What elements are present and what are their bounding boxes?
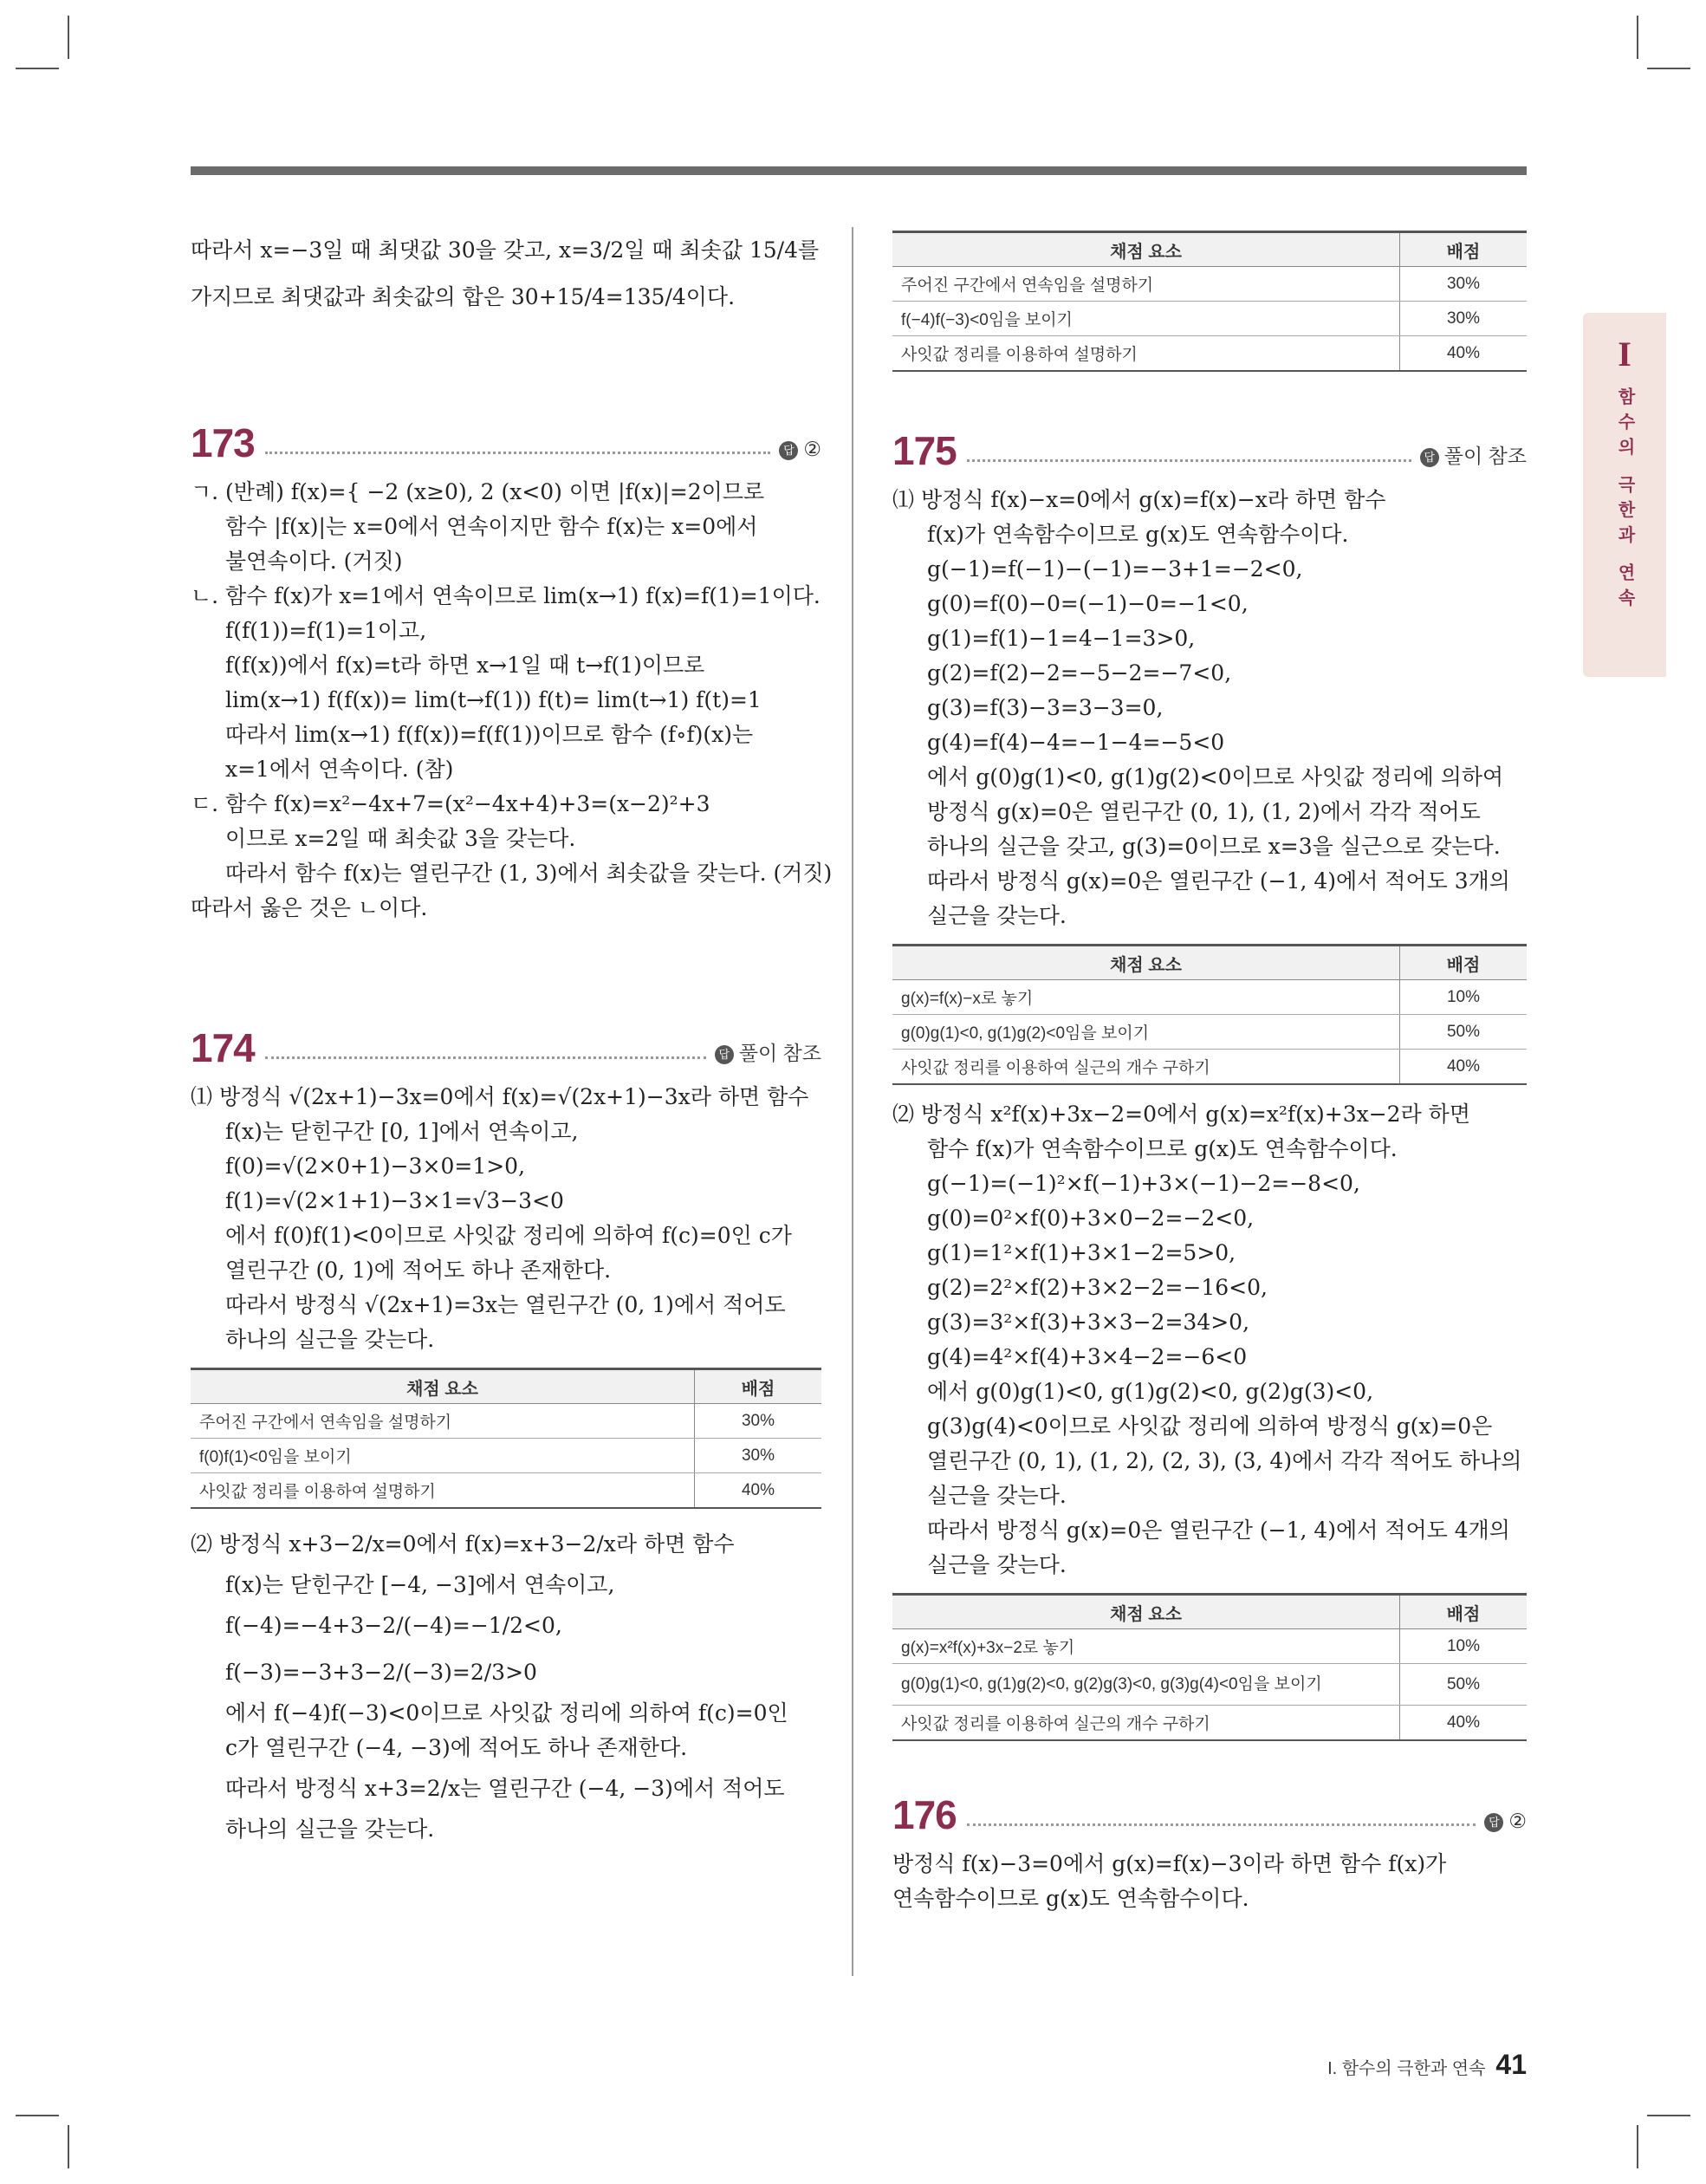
scoring-table	[892, 231, 1527, 372]
solution-line: f(x)는 닫힌구간 [0, 1]에서 연속이고,	[225, 1119, 579, 1144]
table-row	[191, 1404, 821, 1439]
solution-line: g(3)=f(3)−3=3−3=0,	[927, 695, 1164, 720]
table-header: 배점	[695, 1369, 822, 1404]
solution-line: 열린구간 (0, 1)에 적어도 하나 존재한다.	[225, 1258, 612, 1283]
table-cell: 사잇값 정리를 이용하여 실근의 개수 구하기	[892, 1050, 1400, 1085]
solution-line: x=1에서 연속이다. (참)	[225, 757, 454, 782]
table-cell: 40%	[1400, 1706, 1528, 1741]
left-column	[191, 227, 833, 1847]
answer-value: ②	[803, 438, 821, 460]
solution-line: ⑴ 방정식 √(2x+1)−3x=0에서 f(x)=√(2x+1)−3x라 하면 함수	[191, 1084, 809, 1109]
solution-line: 따라서 함수 f(x)는 열린구간 (1, 3)에서 최솟값을 갖는다. (거짓)	[225, 861, 833, 886]
leader-dots	[265, 1056, 706, 1059]
problem-number: 176	[892, 1792, 957, 1837]
chapter-title: 함수의 극한과 연속	[1615, 387, 1634, 614]
solution-line: g(3)=3²×f(3)+3×3−2=34>0,	[927, 1310, 1250, 1335]
table-cell: 10%	[1400, 980, 1528, 1015]
column-divider	[852, 227, 853, 1976]
solution-line: 불연속이다. (거짓)	[225, 549, 403, 574]
table-cell: 50%	[1400, 1015, 1528, 1050]
solution-line: f(x)가 연속함수이므로 g(x)도 연속함수이다.	[927, 522, 1349, 547]
intro-line: 가지므로 최댓값과 최솟값의 합은 30+15/4=135/4이다.	[191, 284, 736, 309]
table-header: 채점 요소	[892, 1595, 1400, 1629]
table-header: 배점	[1400, 232, 1528, 267]
table-row	[892, 1050, 1527, 1085]
solution-line: g(4)=f(4)−4=−1−4=−5<0	[927, 730, 1225, 755]
solution-line: 따라서 lim(x→1) f(f(x))=f(f(1))이므로 함수 (f∘f)(x)는	[225, 722, 754, 747]
table-row	[892, 302, 1527, 336]
solution-line: ㄱ. (반례) f(x)={ −2 (x≥0), 2 (x<0) 이면 |f(x)|=2이므로	[191, 479, 765, 504]
table-cell: f(0)f(1)<0임을 보이기	[191, 1439, 695, 1473]
solution-line: f(f(x))에서 f(x)=t라 하면 x→1일 때 t→f(1)이므로	[225, 653, 705, 678]
table-row	[191, 1439, 821, 1473]
solution-line: 따라서 방정식 x+3=2/x는 열린구간 (−4, −3)에서 적어도	[225, 1776, 785, 1801]
solution-line: f(f(1))=f(1)=1이고,	[225, 618, 427, 643]
solution-line: f(0)=√(2×0+1)−3×0=1>0,	[225, 1154, 526, 1179]
solution-line: f(x)는 닫힌구간 [−4, −3]에서 연속이고,	[225, 1572, 615, 1597]
problem-number: 173	[191, 420, 255, 465]
crop-mark	[68, 16, 69, 59]
solution-line: g(0)=0²×f(0)+3×0−2=−2<0,	[927, 1206, 1255, 1231]
intro-line: 따라서 x=−3일 때 최댓값 30을 갖고, x=3/2일 때 최솟값 15/4를	[191, 237, 820, 263]
table-cell: f(−4)f(−3)<0임을 보이기	[892, 302, 1400, 336]
problem-number: 175	[892, 428, 957, 473]
scoring-table	[892, 1593, 1527, 1741]
solution-line: ㄷ. 함수 f(x)=x²−4x+7=(x²−4x+4)+3=(x−2)²+3	[191, 791, 710, 816]
table-cell: 10%	[1400, 1629, 1528, 1664]
chapter-side-tab	[1583, 313, 1666, 677]
problem-174-header	[191, 1016, 821, 1069]
crop-mark	[1637, 16, 1638, 59]
table-row	[892, 1629, 1527, 1664]
header-rule	[191, 166, 1527, 175]
crop-mark	[1637, 2125, 1638, 2168]
crop-mark	[16, 68, 59, 69]
solution-line: c가 열린구간 (−4, −3)에 적어도 하나 존재한다.	[225, 1735, 688, 1760]
answer-label	[715, 1037, 821, 1066]
scoring-table	[191, 1368, 821, 1509]
crop-mark	[68, 2125, 69, 2168]
table-cell: 40%	[695, 1473, 822, 1509]
table-cell: 40%	[1400, 1050, 1528, 1085]
page-footer	[1327, 2049, 1527, 2081]
table-cell: g(x)=x²f(x)+3x−2로 놓기	[892, 1629, 1400, 1664]
solution-line: 에서 f(0)f(1)<0이므로 사잇값 정리에 의하여 f(c)=0인 c가	[225, 1223, 792, 1248]
solution-line: g(−1)=(−1)²×f(−1)+3×(−1)−2=−8<0,	[927, 1171, 1360, 1196]
answer-mark-icon: 답	[715, 1045, 734, 1064]
solution-line: 함수 f(x)가 연속함수이므로 g(x)도 연속함수이다.	[927, 1136, 1398, 1161]
table-cell: g(0)g(1)<0, g(1)g(2)<0임을 보이기	[892, 1015, 1400, 1050]
table-cell: 30%	[1400, 302, 1528, 336]
solution-line: 따라서 방정식 g(x)=0은 열린구간 (−1, 4)에서 적어도 4개의	[927, 1518, 1510, 1543]
solution-line: 이므로 x=2일 때 최솟값 3을 갖는다.	[225, 826, 576, 851]
solution-line: ㄴ. 함수 f(x)가 x=1에서 연속이므로 lim(x→1) f(x)=f(1)=1이다.	[191, 583, 821, 608]
table-cell: 30%	[1400, 267, 1528, 302]
table-row	[892, 336, 1527, 372]
table-row	[892, 1664, 1527, 1706]
table-cell: g(0)g(1)<0, g(1)g(2)<0, g(2)g(3)<0, g(3)g(4)<0임을 보이기	[892, 1664, 1400, 1706]
table-cell: 50%	[1400, 1664, 1528, 1706]
solution-line: 따라서 방정식 g(x)=0은 열린구간 (−1, 4)에서 적어도 3개의	[927, 868, 1510, 894]
table-row	[892, 1706, 1527, 1741]
solution-line: 에서 g(0)g(1)<0, g(1)g(2)<0이므로 사잇값 정리에 의하여	[927, 764, 1504, 790]
chapter-roman-numeral: I	[1618, 335, 1631, 374]
solution-line: 방정식 f(x)−3=0에서 g(x)=f(x)−3이라 하면 함수 f(x)가	[892, 1851, 1447, 1876]
table-header: 배점	[1400, 946, 1528, 980]
solution-line: 따라서 옳은 것은 ㄴ이다.	[191, 895, 428, 920]
solution-line: g(3)g(4)<0이므로 사잇값 정리에 의하여 방정식 g(x)=0은	[927, 1414, 1493, 1439]
table-cell: g(x)=f(x)−x로 놓기	[892, 980, 1400, 1015]
solution-line: ⑵ 방정식 x²f(x)+3x−2=0에서 g(x)=x²f(x)+3x−2라 하면	[892, 1102, 1470, 1127]
solution-line: ⑵ 방정식 x+3−2/x=0에서 f(x)=x+3−2/x라 하면 함수	[191, 1531, 735, 1557]
solution-line: g(4)=4²×f(4)+3×4−2=−6<0	[927, 1344, 1248, 1369]
answer-value: 풀이 참조	[738, 1042, 821, 1064]
answer-mark-icon: 답	[779, 441, 798, 460]
solution-line: 하나의 실근을 갖고, g(3)=0이므로 x=3을 실근으로 갖는다.	[927, 834, 1501, 859]
table-row	[892, 1015, 1527, 1050]
leader-dots	[967, 459, 1411, 462]
solution-line: lim(x→1) f(f(x))= lim(t→f(1)) f(t)= lim(t→1) f(t)=1	[225, 687, 762, 712]
table-header: 채점 요소	[191, 1369, 695, 1404]
problem-176-header	[892, 1783, 1527, 1836]
table-cell: 40%	[1400, 336, 1528, 372]
solution-line: 함수 |f(x)|는 x=0에서 연속이지만 함수 f(x)는 x=0에서	[225, 514, 758, 539]
right-column	[892, 227, 1527, 1916]
solution-line: 실근을 갖는다.	[927, 903, 1067, 928]
solution-line: f(−3)=−3+3−2/(−3)=2/3>0	[225, 1660, 537, 1685]
solution-line: g(2)=2²×f(2)+3×2−2=−16<0,	[927, 1275, 1268, 1300]
crop-mark	[1647, 2115, 1690, 2116]
problem-number: 174	[191, 1025, 255, 1070]
problem-173-header	[191, 411, 821, 465]
solution-line: f(1)=√(2×1+1)−3×1=√3−3<0	[225, 1188, 564, 1213]
solution-line: g(−1)=f(−1)−(−1)=−3+1=−2<0,	[927, 556, 1303, 582]
solution-line: 연속함수이므로 g(x)도 연속함수이다.	[892, 1886, 1249, 1911]
answer-value: ②	[1508, 1810, 1527, 1832]
scoring-table	[892, 944, 1527, 1085]
footer-chapter: I. 함수의 극한과 연속	[1327, 2059, 1486, 2078]
table-row	[191, 1473, 821, 1509]
solution-line: g(2)=f(2)−2=−5−2=−7<0,	[927, 660, 1232, 686]
table-header-row	[892, 946, 1527, 980]
solution-line: 방정식 g(x)=0은 열린구간 (0, 1), (1, 2)에서 각각 적어도	[927, 799, 1481, 824]
table-cell: 주어진 구간에서 연속임을 설명하기	[191, 1404, 695, 1439]
leader-dots	[967, 1823, 1476, 1826]
solution-line: 하나의 실근을 갖는다.	[225, 1817, 435, 1842]
solution-line: 에서 f(−4)f(−3)<0이므로 사잇값 정리에 의하여 f(c)=0인	[225, 1700, 788, 1726]
solution-line: g(0)=f(0)−0=(−1)−0=−1<0,	[927, 591, 1249, 616]
answer-label	[779, 438, 821, 461]
table-row	[892, 267, 1527, 302]
table-cell: 30%	[695, 1404, 822, 1439]
table-cell: 주어진 구간에서 연속임을 설명하기	[892, 267, 1400, 302]
answer-label	[1484, 1810, 1527, 1833]
table-cell: 30%	[695, 1439, 822, 1473]
table-cell: 사잇값 정리를 이용하여 설명하기	[191, 1473, 695, 1509]
table-header-row	[892, 232, 1527, 267]
solution-line: 하나의 실근을 갖는다.	[225, 1327, 435, 1352]
table-cell: 사잇값 정리를 이용하여 설명하기	[892, 336, 1400, 372]
solution-line: ⑴ 방정식 f(x)−x=0에서 g(x)=f(x)−x라 하면 함수	[892, 487, 1386, 512]
solution-line: 에서 g(0)g(1)<0, g(1)g(2)<0, g(2)g(3)<0,	[927, 1379, 1374, 1404]
table-header-row	[892, 1595, 1527, 1629]
crop-mark	[16, 2115, 59, 2116]
crop-mark	[1647, 68, 1690, 69]
solution-line: g(1)=1²×f(1)+3×1−2=5>0,	[927, 1240, 1236, 1265]
answer-mark-icon: 답	[1420, 448, 1439, 467]
leader-dots	[265, 452, 771, 454]
answer-value: 풀이 참조	[1443, 445, 1527, 467]
page-number: 41	[1495, 2049, 1527, 2080]
solution-line: 실근을 갖는다.	[927, 1483, 1067, 1508]
table-header: 채점 요소	[892, 946, 1400, 980]
solution-line: 실근을 갖는다.	[927, 1552, 1067, 1577]
table-header: 채점 요소	[892, 232, 1400, 267]
solution-line: g(1)=f(1)−1=4−1=3>0,	[927, 626, 1196, 651]
solution-line: 따라서 방정식 √(2x+1)=3x는 열린구간 (0, 1)에서 적어도	[225, 1292, 786, 1317]
problem-175-header	[892, 419, 1527, 472]
solution-line: f(−4)=−4+3−2/(−4)=−1/2<0,	[225, 1613, 562, 1638]
solution-line: 열린구간 (0, 1), (1, 2), (2, 3), (3, 4)에서 각각 적어도 하나의	[927, 1448, 1522, 1473]
table-row	[892, 980, 1527, 1015]
table-cell: 사잇값 정리를 이용하여 실근의 개수 구하기	[892, 1706, 1400, 1741]
answer-mark-icon: 답	[1484, 1813, 1503, 1832]
table-header-row	[191, 1369, 821, 1404]
table-header: 배점	[1400, 1595, 1528, 1629]
answer-label	[1420, 440, 1527, 469]
